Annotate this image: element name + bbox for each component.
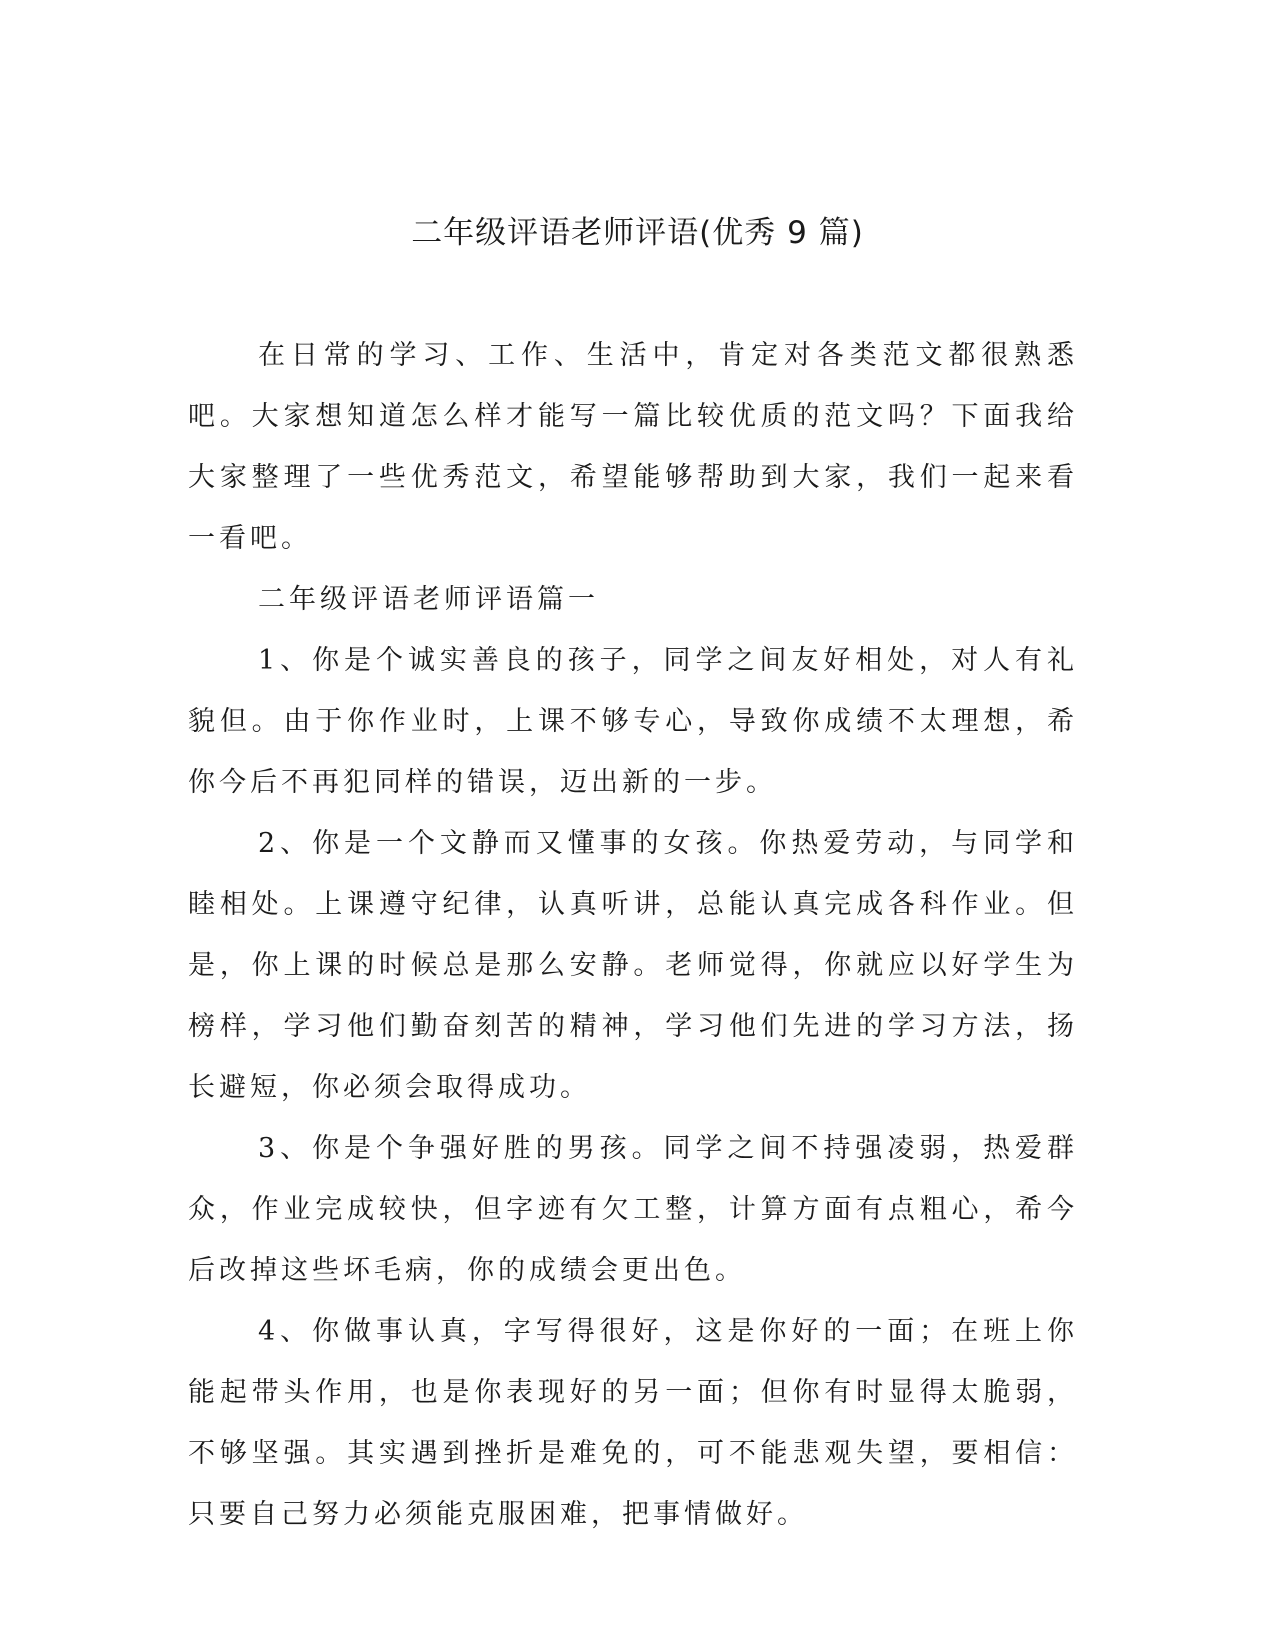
comment-item-4: 4、你做事认真，字写得很好，这是你好的一面；在班上你能起带头作用，也是你表现好的另一面；但你有时显得太脆弱，不够坚强。其实遇到挫折是难免的，可不能悲观失望，要相信：只要自己努力必须能克服困难，把事情做好。: [188, 1316, 1078, 1530]
document-body: [188, 325, 1078, 1545]
intro-paragraph: 在日常的学习、工作、生活中，肯定对各类范文都很熟悉吧。大家想知道怎么样才能写一篇比较优质的范文吗？下面我给大家整理了一些优秀范文，希望能够帮助到大家，我们一起来看一看吧。: [188, 340, 1078, 554]
comment-item-3: 3、你是个争强好胜的男孩。同学之间不持强凌弱，热爱群众，作业完成较快，但字迹有欠工整，计算方面有点粗心，希今后改掉这些坏毛病，你的成绩会更出色。: [188, 1133, 1078, 1286]
section-heading: 二年级评语老师评语篇一: [258, 584, 599, 615]
comment-item-2: 2、你是一个文静而又懂事的女孩。你热爱劳动，与同学和睦相处。上课遵守纪律，认真听讲，总能认真完成各科作业。但是，你上课的时候总是那么安静。老师觉得，你就应以好学生为榜样，学习他们勤奋刻苦的精神，学习他们先进的学习方法，扬长避短，你必须会取得成功。: [188, 828, 1078, 1103]
page-title: 二年级评语老师评语(优秀 9 篇): [411, 215, 864, 251]
comment-item-1: 1、你是个诚实善良的孩子，同学之间友好相处，对人有礼貌但。由于你作业时，上课不够专心，导致你成绩不太理想，希你今后不再犯同样的错误，迈出新的一步。: [188, 645, 1078, 798]
